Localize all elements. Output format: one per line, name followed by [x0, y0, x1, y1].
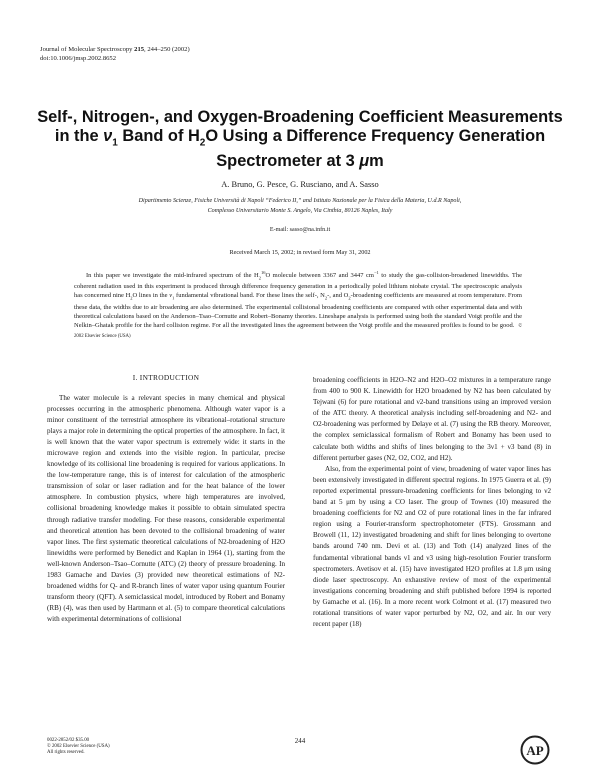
- journal-name: Journal of Molecular Spectroscopy: [40, 46, 133, 53]
- authors: A. Bruno, G. Pesce, G. Rusciano, and A. Sasso: [221, 180, 379, 189]
- left-column: [47, 393, 285, 625]
- paper-title: Self-, Nitrogen-, and Oxygen-Broadening Coefficient Measurements in the $\nu_1$ Band of $H_2O$ Using a Difference Frequency Generation Spectrometer at 3 μm: [37, 108, 563, 171]
- email[interactable]: E-mail: sasso@na.infn.it: [269, 227, 331, 233]
- journal-info: [40, 45, 190, 63]
- journal-pages: , 244–250 (2002): [144, 46, 190, 53]
- footer: 0022-2852/02 $35.00 © 2002 Elsevier Science (USA) All rights reserved.: [47, 738, 110, 756]
- logo-text: AP: [526, 743, 544, 758]
- right-paragraph-1: broadening coefficients in H2O–N2 and H2O–O2 mixtures in a temperature range from 400 to 900 K. Linewidth for H2O broadened by N2 has been calculated by Tejwani (6) for pure rotational and ν2-band transitions using an improved version of the ATC theory. A theoretical analysis including self-broadening and N2- and O2-broadening was performed by Delaye et al. (7) using the RB theory. Moreover, the complex semiclassical formalism of Robert and Bonamy has been used to calculate both widths and shifts of lines belonging to the 3ν1 + ν3 band (8) in different perturber gases (N2, O2, CO2, and H2).: [313, 376, 551, 462]
- doi-link[interactable]: doi:10.1006/jmsp.2002.8652: [40, 55, 117, 62]
- right-paragraph-2: Also, from the experimental point of view, broadening of water vapor lines has been extensively investigated in different spectral regions. In 1975 Guerra et al. (9) reported experimental pressure-broadening coefficients for lines belonging to ν2 band at 5 μm by using a CO laser. The group of Townes (10) measured the broadening coefficients for N2 and O2 of pure rotational lines in the far infrared region using a Fourier-transform spectrophotometer (FTS). Grossmann and Browell (11, 12) investigated broadening and shift for lines belonging to overtone bands around 740 nm. Devi et al. (13) and Toth (14) analyzed lines of the fundamental vibrational bands ν1 and ν3 using high-resolution Fourier transform spectrometers. Avetisov et al. (15) have investigated H2O profiles at 1.8 μm using diode laser spectroscopy. An exhaustive review of most of the experimental investigations concerning broadening and shift published before 1994 is reported by Gamache et al. (16). In a more recent work Colmont et al. (17) measured two rotational transitions of water vapor perturbed by N2, O2, and air. In our very recent paper (18): [313, 464, 551, 629]
- publisher-logo: [520, 735, 550, 765]
- right-column: [313, 375, 551, 630]
- abstract-copyright: © 2002 Elsevier Science (USA): [74, 323, 522, 339]
- section-heading: I. INTRODUCTION: [132, 373, 200, 382]
- affiliation: Dipartimento Scienze, Fisiche Università di Napoli “Federico II,” and Istituto Nazionale per la Fisica della Materia, U.d.R Napoli, Complesso Universitario Monte S. Angelo, Via Cinthia, 80126 Naples, Italy: [138, 198, 462, 214]
- journal-volume: 215: [134, 46, 145, 53]
- abstract: In this paper we investigate the mid-infrared spectrum of the $H_2^{16}O$ molecule between 3367 and 3447 $cm^{-1}$ to study the gas-collision-broadened linewidths. The coherent radiation used in this experiment is produced through difference frequency generation in a periodically poled lithium niobate crystal. The spectroscopic analysis has concerned nine $H_2O$ lines in the $\nu_1$ fundamental vibrational band. For these lines the self-, $N_2-$, and $O_2$-broadening coefficients are measured at room temperature. From these data, the widths due to air broadening are also determined. The experimental collisional broadening coefficients are compared with other experimental data and with theoretical calculations based on the Anderson–Tsao–Cornutte and Robert–Bonamy theories. Lineshape analysis is performed using both the standard Voigt profile and the Nelkin–Ghatak profile for the hard collision regime. For all the investigated lines the agreement between the Voigt profile and the measured profiles is found to be good. © 2002 Elsevier Science (USA): [74, 270, 523, 339]
- intro-paragraph: The water molecule is a relevant species in many chemical and physical processes occurring in the atmospheric phenomena. Although water vapor is a minor constituent of the terrestrial atmosphere its vibrational–rotational structure plays a major role in determining the optical properties of the atmosphere. In fact, it is well known that the water vapor spectrum is extremely wide: it starts in the microwave region and extends into the visible region. In particular, precise knowledge of its collisional line broadening is required for various applications. In the low-temperature range, this is of interest for calculation of the atmospheric transmission of solar or laser radiation and for the heat balance of the lower atmosphere. In combustion physics, where high temperatures are involved, collisional broadening knowledge makes it possible to obtain simulated spectra through radiative transfer modeling. For these reasons, considerable experimental and theoretical attention has been devoted to the collisional broadening of water vapor lines. The first systematic theoretical calculations of N2-broadening of H2O linewidths were performed by Benedict and Kaplan in 1964 (1), starting from the well-known Anderson–Tsao–Cornutte (ATC) (2) theory of pressure broadening. In 1983 Gamache and Davies (3) provided new theoretical estimations of N2-broadened widths for Q- and R-branch lines of water vapor using quantum Fourier transform theory (QFT). A semiclassical model, introduced by Robert and Bonamy (RB) (4), was then used by Hartmann et al. (5) to compare theoretical calculations with experimental determinations of collisional: [47, 394, 285, 623]
- received-date: Received March 15, 2002; in revised form May 31, 2002: [229, 249, 371, 256]
- page-number: 244: [294, 737, 306, 745]
